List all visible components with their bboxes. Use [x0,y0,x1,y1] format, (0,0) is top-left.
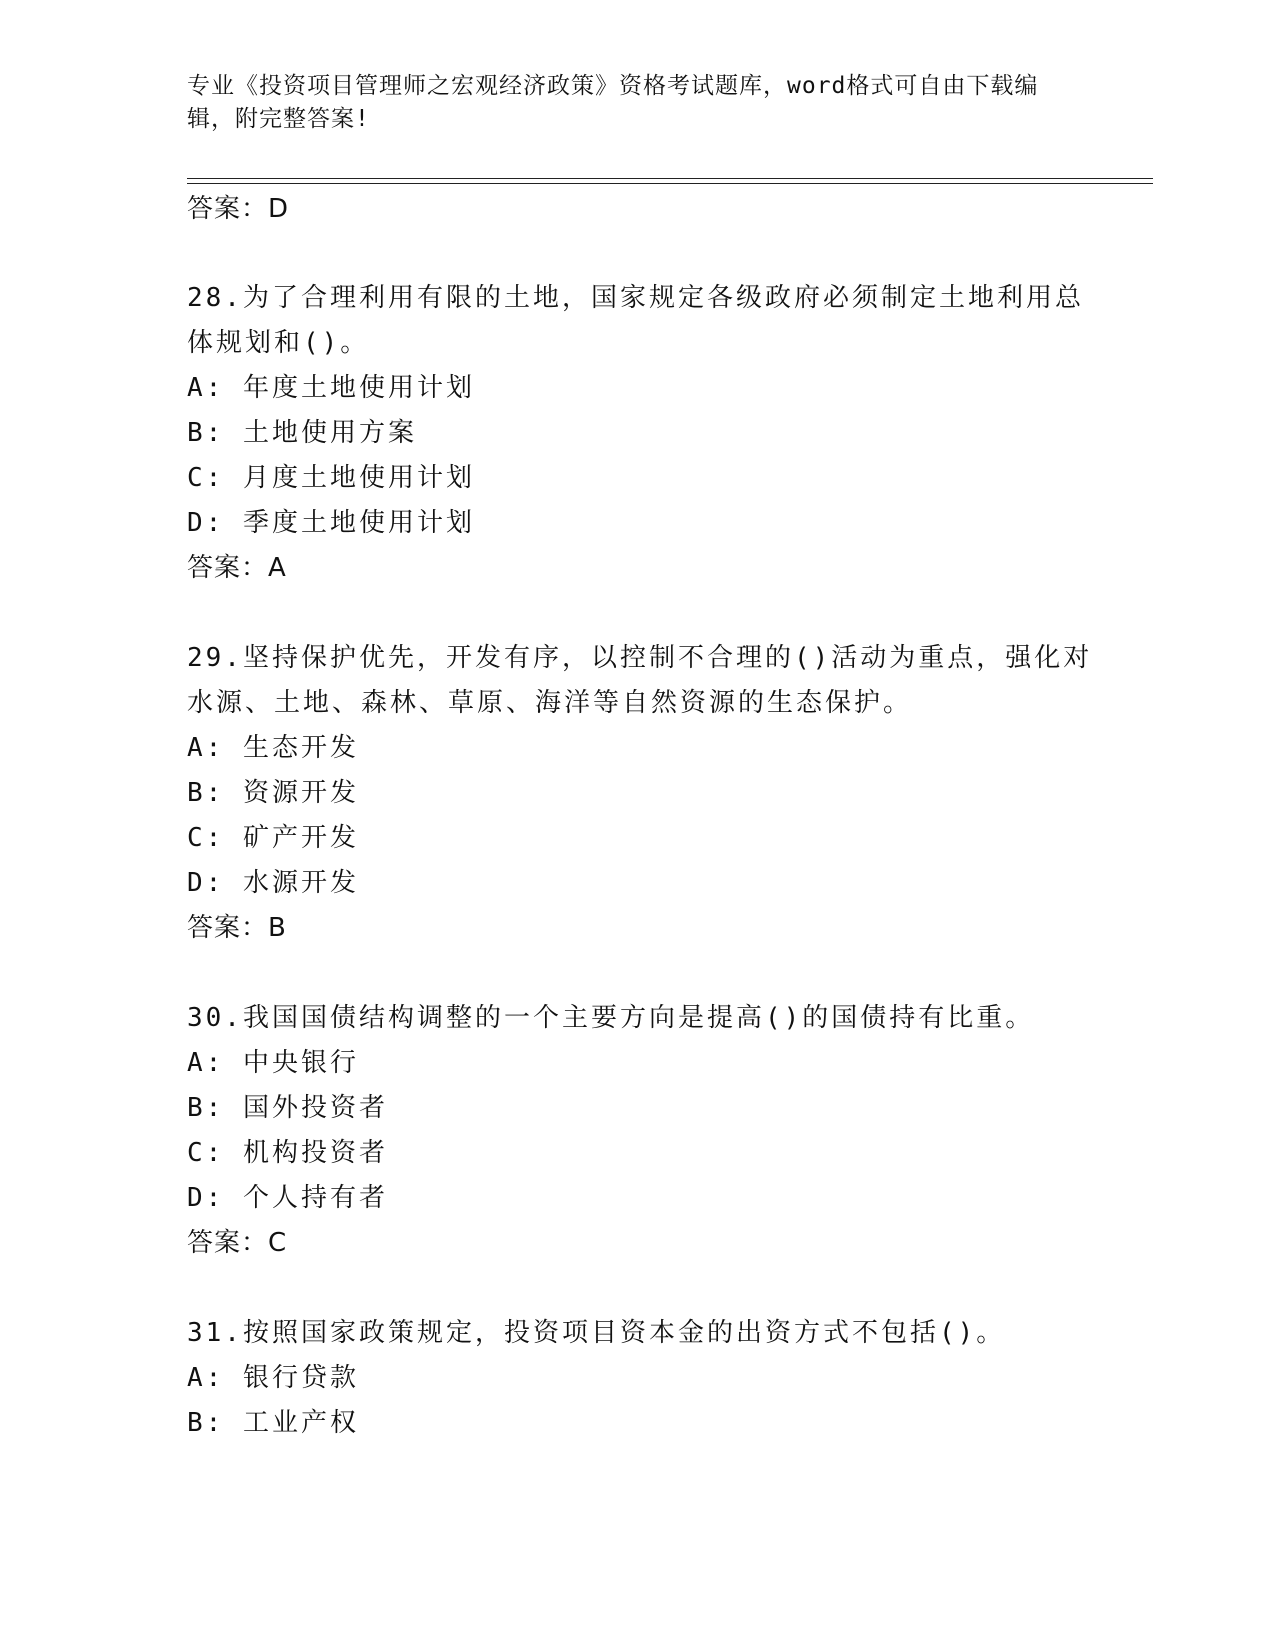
question-28-option-d: D: 季度土地使用计划 [187,508,475,538]
question-28-option-a: A: 年度土地使用计划 [187,373,475,403]
question-31-option-b: B: 工业产权 [187,1408,359,1438]
question-28-option-c: C: 月度土地使用计划 [187,463,475,493]
question-28-stem-line-2: 体规划和()。 [187,328,370,358]
question-30-option-b: B: 国外投资者 [187,1093,388,1123]
question-30-answer: 答案：C [187,1228,288,1258]
question-30-option-c: C: 机构投资者 [187,1138,388,1168]
question-30-option-a: A: 中央银行 [187,1048,359,1078]
question-31-option-a: A: 银行贷款 [187,1363,359,1393]
previous-answer: 答案：D [187,194,290,224]
header-rule-top [187,178,1153,179]
question-29-stem-line-1: 29.坚持保护优先，开发有序，以控制不合理的()活动为重点，强化对 [187,643,1093,673]
question-30-option-d: D: 个人持有者 [187,1183,388,1213]
header-line-2: 辑，附完整答案! [187,106,370,132]
question-30-stem-line-1: 30.我国国债结构调整的一个主要方向是提高()的国债持有比重。 [187,1003,1035,1033]
question-29-option-d: D: 水源开发 [187,868,359,898]
document-header [187,70,1087,136]
question-29-option-c: C: 矿产开发 [187,823,359,853]
question-29-stem-line-2: 水源、土地、森林、草原、海洋等自然资源的生态保护。 [187,688,913,718]
question-29-option-b: B: 资源开发 [187,778,359,808]
question-28-answer: 答案：A [187,553,287,583]
question-29-option-a: A: 生态开发 [187,733,359,763]
header-rule-bottom [187,183,1153,184]
question-31-stem-line-1: 31.按照国家政策规定，投资项目资本金的出资方式不包括()。 [187,1318,1006,1348]
question-29-answer: 答案：B [187,913,287,943]
question-28-option-b: B: 土地使用方案 [187,418,417,448]
header-line-1: 专业《投资项目管理师之宏观经济政策》资格考试题库，word格式可自由下载编 [187,73,1039,99]
question-28-stem-line-1: 28.为了合理利用有限的土地，国家规定各级政府必须制定土地利用总 [187,283,1084,313]
